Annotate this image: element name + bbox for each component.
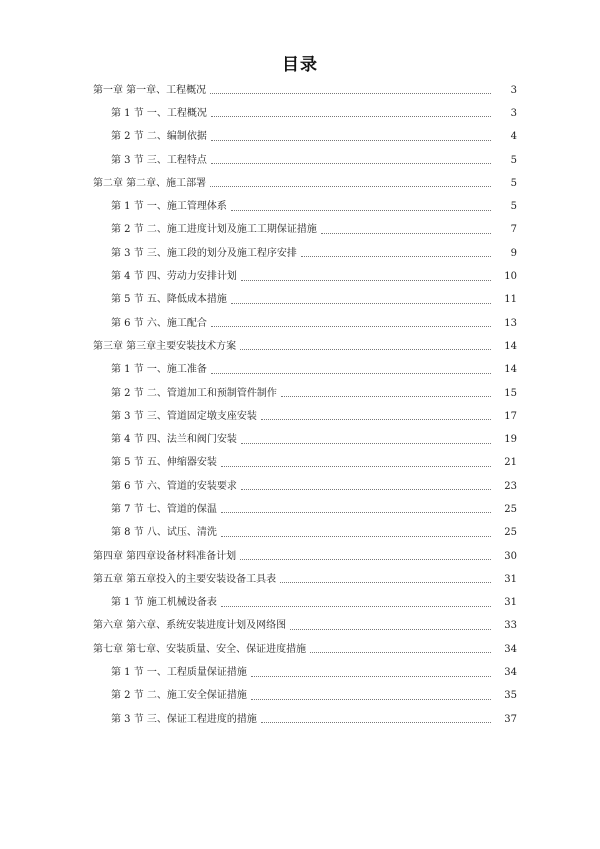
toc-entry-page: 21 — [504, 457, 517, 469]
dot-leader — [211, 373, 491, 374]
toc-entry-page: 5 — [510, 201, 517, 213]
toc-entry-page: 23 — [504, 480, 517, 492]
toc-entry-label: 第 5 节 五、降低成本措施 — [111, 294, 227, 306]
toc-entry-page: 35 — [504, 690, 517, 702]
toc-entry-page: 31 — [504, 597, 517, 609]
toc-entry-section[interactable] — [0, 592, 600, 615]
dot-leader — [301, 256, 491, 257]
dot-leader — [310, 652, 491, 653]
dot-leader — [240, 559, 491, 560]
dot-leader — [211, 163, 491, 164]
toc-entry-page: 4 — [510, 131, 517, 143]
toc-entry-label: 第 3 节 三、保证工程进度的措施 — [111, 713, 257, 725]
toc-entry-label: 第 4 节 四、法兰和阀门安装 — [111, 434, 237, 446]
toc-entry-section[interactable] — [0, 242, 600, 265]
toc-entry-section[interactable] — [0, 359, 600, 382]
toc-entry-section[interactable] — [0, 312, 600, 335]
toc-entry-page: 34 — [504, 643, 517, 655]
dot-leader — [251, 699, 491, 700]
dot-leader — [261, 419, 491, 420]
toc-entry-page: 14 — [504, 364, 517, 376]
toc-entry-page: 11 — [504, 294, 517, 306]
toc-entry-label: 第 5 节 五、伸缩器安装 — [111, 457, 217, 469]
toc-entry-page: 25 — [504, 527, 517, 539]
toc-entry-page: 10 — [504, 271, 517, 283]
dot-leader — [211, 116, 491, 117]
toc-entry-label: 第 2 节 二、编制依据 — [111, 131, 207, 143]
toc-entry-label: 第 3 节 三、工程特点 — [111, 154, 207, 166]
toc-entry-section[interactable] — [0, 149, 600, 172]
toc-entry-label: 第 1 节 一、工程质量保证措施 — [111, 667, 247, 679]
toc-entry-section[interactable] — [0, 661, 600, 684]
toc-entry-page: 37 — [504, 713, 517, 725]
toc-entry-page: 3 — [510, 107, 517, 119]
toc-entry-page: 30 — [504, 550, 517, 562]
toc-entry-chapter-4[interactable] — [0, 545, 600, 568]
toc-entry-label: 第 1 节 一、施工管理体系 — [111, 201, 227, 213]
toc-entry-page: 3 — [510, 84, 517, 96]
toc-entry-section[interactable] — [0, 708, 600, 731]
toc-entry-chapter-6[interactable] — [0, 615, 600, 638]
dot-leader — [290, 629, 491, 630]
toc-entry-chapter-7[interactable] — [0, 638, 600, 661]
dot-leader — [210, 186, 491, 187]
toc-entry-label: 第 3 节 三、施工段的划分及施工程序安排 — [111, 247, 297, 259]
toc-entry-section[interactable] — [0, 685, 600, 708]
dot-leader — [221, 512, 491, 513]
toc-entry-section[interactable] — [0, 289, 600, 312]
toc-entry-label: 第二章 第二章、施工部署 — [93, 177, 207, 189]
dot-leader — [240, 349, 491, 350]
toc-entry-label: 第 1 节 一、工程概况 — [111, 107, 207, 119]
dot-leader — [280, 582, 491, 583]
dot-leader — [241, 489, 491, 490]
dot-leader — [321, 233, 491, 234]
toc-entry-label: 第七章 第七章、安装质量、安全、保证进度措施 — [93, 643, 307, 655]
toc-entry-page: 9 — [510, 247, 517, 259]
toc-entry-label: 第 2 节 二、管道加工和预制管件制作 — [111, 387, 277, 399]
toc-entry-label: 第 6 节 六、施工配合 — [111, 317, 207, 329]
toc-entry-page: 19 — [504, 434, 517, 446]
dot-leader — [221, 606, 491, 607]
toc-entry-page: 33 — [504, 620, 517, 632]
toc-entry-page: 7 — [510, 224, 517, 236]
dot-leader — [231, 303, 491, 304]
toc-entry-label: 第一章 第一章、工程概况 — [93, 84, 207, 96]
toc-entry-section[interactable] — [0, 498, 600, 521]
toc-entry-page: 31 — [504, 573, 517, 585]
toc-entry-label: 第 8 节 八、试压、清洗 — [111, 527, 217, 539]
toc-entry-chapter-5[interactable] — [0, 568, 600, 591]
toc-entry-section[interactable] — [0, 219, 600, 242]
toc-entry-page: 34 — [504, 667, 517, 679]
toc-entry-chapter-3[interactable] — [0, 335, 600, 358]
toc-entry-section[interactable] — [0, 428, 600, 451]
dot-leader — [210, 93, 491, 94]
toc-entry-page: 5 — [510, 154, 517, 166]
toc-entry-label: 第 1 节 一、施工准备 — [111, 364, 207, 376]
dot-leader — [251, 676, 491, 677]
table-of-contents — [0, 79, 600, 731]
toc-entry-label: 第 7 节 七、管道的保温 — [111, 503, 217, 515]
toc-entry-page: 5 — [510, 177, 517, 189]
dot-leader — [241, 443, 491, 444]
toc-entry-section[interactable] — [0, 522, 600, 545]
dot-leader — [221, 536, 491, 537]
toc-entry-page: 13 — [504, 317, 517, 329]
dot-leader — [211, 326, 491, 327]
dot-leader — [231, 210, 491, 211]
toc-entry-section[interactable] — [0, 452, 600, 475]
toc-entry-label: 第 3 节 三、管道固定墩支座安装 — [111, 410, 257, 422]
toc-entry-section[interactable] — [0, 475, 600, 498]
toc-entry-section[interactable] — [0, 102, 600, 125]
toc-entry-page: 17 — [504, 410, 517, 422]
toc-entry-section[interactable] — [0, 126, 600, 149]
toc-entry-chapter-2[interactable] — [0, 172, 600, 195]
toc-entry-label: 第 2 节 二、施工进度计划及施工工期保证措施 — [111, 224, 317, 236]
toc-entry-chapter-1[interactable] — [0, 79, 600, 102]
toc-entry-section[interactable] — [0, 195, 600, 218]
toc-entry-label: 第 6 节 六、管道的安装要求 — [111, 480, 237, 492]
toc-entry-section[interactable] — [0, 405, 600, 428]
dot-leader — [211, 140, 491, 141]
dot-leader — [281, 396, 491, 397]
toc-entry-label: 第 1 节 施工机械设备表 — [111, 597, 217, 609]
toc-entry-label: 第三章 第三章主要安装技术方案 — [93, 340, 237, 352]
toc-title: 目录 — [282, 55, 318, 75]
toc-entry-label: 第 2 节 二、施工安全保证措施 — [111, 690, 247, 702]
toc-entry-page: 15 — [504, 387, 517, 399]
dot-leader — [241, 280, 491, 281]
dot-leader — [221, 466, 491, 467]
toc-entry-page: 14 — [504, 340, 517, 352]
dot-leader — [261, 722, 491, 723]
toc-entry-label: 第五章 第五章投入的主要安装设备工具表 — [93, 573, 277, 585]
toc-entry-label: 第 4 节 四、劳动力安排计划 — [111, 271, 237, 283]
toc-entry-page: 25 — [504, 503, 517, 515]
toc-entry-label: 第四章 第四章设备材料准备计划 — [93, 550, 237, 562]
toc-entry-label: 第六章 第六章、系统安装进度计划及网络图 — [93, 620, 287, 632]
toc-entry-section[interactable] — [0, 265, 600, 288]
toc-entry-section[interactable] — [0, 382, 600, 405]
